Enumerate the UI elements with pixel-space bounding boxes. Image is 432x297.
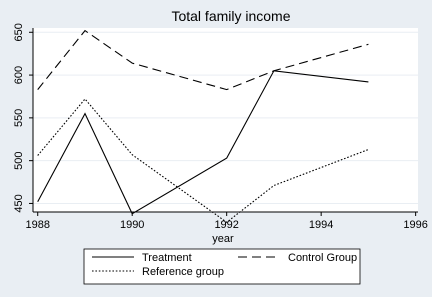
y-tick-label: 650 xyxy=(13,23,25,42)
x-tick-label: 1988 xyxy=(25,219,50,231)
plot-area xyxy=(33,28,418,212)
y-tick-label: 600 xyxy=(13,65,25,85)
legend-label-3: Reference group xyxy=(142,266,224,278)
legend-label-2: Control Group xyxy=(288,252,358,264)
legend-label-1: Treatment xyxy=(142,252,192,264)
legend xyxy=(84,249,360,284)
x-tick-label: 1990 xyxy=(119,219,145,231)
x-tick-label: 1992 xyxy=(214,219,239,231)
x-tick-label: 1996 xyxy=(403,219,428,231)
y-tick-label: 450 xyxy=(13,194,25,213)
chart-title: Total family income xyxy=(171,8,291,24)
x-tick-label: 1994 xyxy=(308,219,334,231)
y-tick-label: 500 xyxy=(13,151,25,170)
x-axis-title: year xyxy=(212,233,234,245)
y-tick-label: 550 xyxy=(13,108,25,128)
